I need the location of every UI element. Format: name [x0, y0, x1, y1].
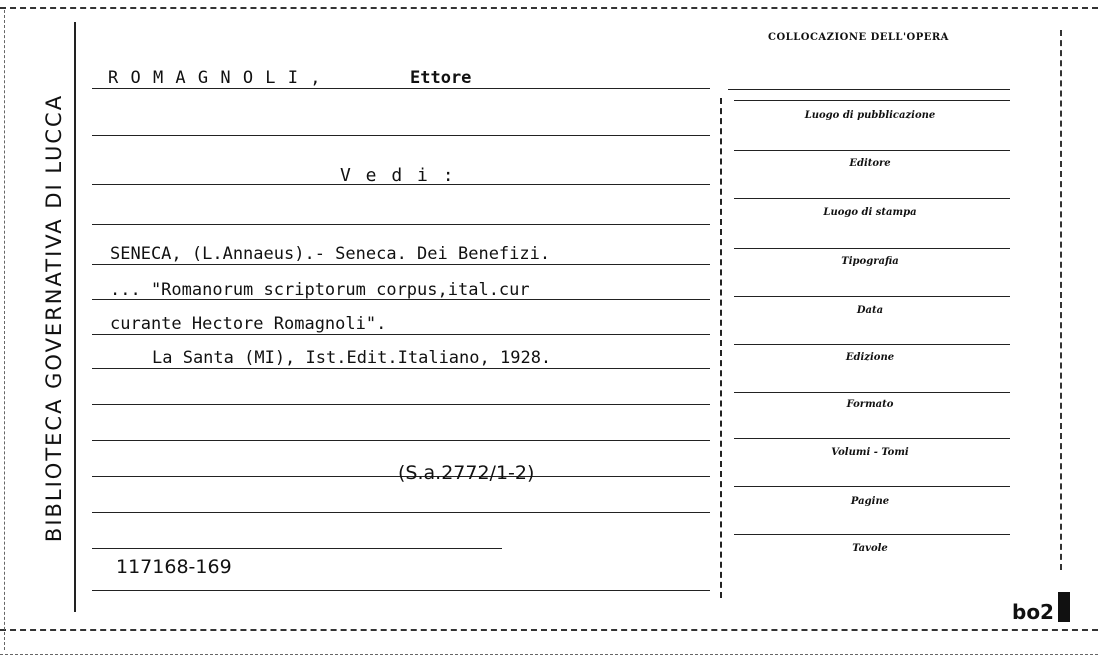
- field-edition: Edizione: [845, 352, 895, 363]
- rule-2: [92, 135, 710, 136]
- entry-line-1: SENECA, (L.Annaeus).- Seneca. Dei Benefizi.: [110, 244, 551, 264]
- rule-4: [92, 224, 710, 225]
- field-format: Formato: [846, 399, 894, 410]
- bottom-edge: [0, 654, 1098, 655]
- entry-line-3: curante Hectore Romagnoli".: [110, 314, 387, 334]
- entry-heading: R O M A G N O L I ,: [108, 68, 322, 88]
- see-label: V e d i :: [340, 165, 456, 186]
- entry-line-4: La Santa (MI), Ist.Edit.Italiano, 1928.: [152, 348, 552, 368]
- header-collocation: COLLOCAZIONE DELL'OPERA: [768, 32, 949, 43]
- field-date: Data: [856, 305, 884, 316]
- rule-13: [92, 548, 502, 549]
- inventory-number: 117168-169: [116, 556, 232, 578]
- right-edge: [1060, 30, 1062, 570]
- field-publisher: Editore: [849, 158, 891, 169]
- fields-panel-divider: [720, 98, 722, 598]
- library-name-vertical: BIBLIOTECA GOVERNATIVA DI LUCCA: [42, 93, 66, 543]
- field-place-of-printing: Luogo di stampa: [823, 207, 917, 218]
- field-pages: Pagine: [850, 496, 890, 507]
- field-rule-3: [734, 198, 1010, 199]
- field-rule-1: [734, 100, 1010, 101]
- field-rule-2: [734, 150, 1010, 151]
- left-edge: [4, 10, 5, 650]
- field-place-of-publication: Luogo di pubblicazione: [804, 110, 936, 121]
- rule-14: [92, 590, 710, 591]
- field-rule-7: [734, 392, 1010, 393]
- rule-10: [92, 440, 710, 441]
- field-rule-5: [734, 296, 1010, 297]
- rule-5: [92, 264, 710, 265]
- top-border: [0, 7, 1098, 9]
- entry-line-2: ... "Romanorum scriptorum corpus,ital.cur: [110, 280, 530, 300]
- left-margin-rule: [74, 22, 76, 612]
- field-rule-6: [734, 344, 1010, 345]
- entry-heading-name: Ettore: [410, 68, 472, 88]
- call-number: (S.a.2772/1-2): [398, 462, 535, 484]
- rule-9: [92, 404, 710, 405]
- header-rule: [728, 89, 1010, 90]
- bottom-border: [0, 629, 1098, 631]
- field-rule-10: [734, 534, 1010, 535]
- rule-12: [92, 512, 710, 513]
- field-plates: Tavole: [852, 543, 888, 554]
- corner-ink-blot: [1058, 592, 1070, 622]
- field-volumes: Volumi - Tomi: [831, 447, 909, 458]
- field-printer: Tipografia: [841, 256, 899, 267]
- field-rule-4: [734, 248, 1010, 249]
- field-rule-8: [734, 438, 1010, 439]
- rule-8: [92, 368, 710, 369]
- rule-7: [92, 334, 710, 335]
- rule-1: [92, 88, 710, 89]
- corner-mark: bo2: [1012, 600, 1054, 624]
- field-rule-9: [734, 486, 1010, 487]
